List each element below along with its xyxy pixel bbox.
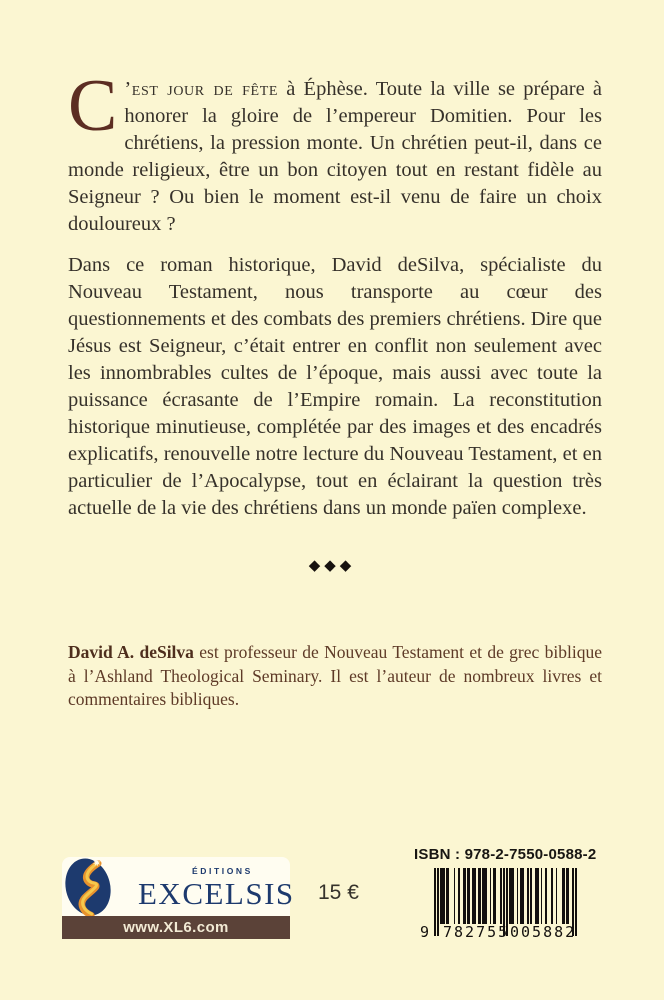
publisher-name: EXCELSIS xyxy=(138,876,295,911)
author-name: David A. deSilva xyxy=(68,642,194,662)
barcode-digits-left: 782755 xyxy=(443,923,510,941)
synopsis-paragraph-2: Dans ce roman historique, David deSilva, spécialiste du Nouveau Testament, nous transporte au cœur des questionnements et des combats des premiers chrétiens. Dire que Jésus est Seigneur, c’était entrer en conflit non seulement avec les innombrables cultes de l’époque, mais aussi avec toute la puissance écrasante de l’Empire romain. La reconstitution historique minutieuse, complétée par des images et des encadrés explicatifs, renouvelle notre lecture du Nouveau Testament, et en particulier de l’Apocalypse, tout en éclairant la question très actuelle de la vie des chrétiens dans un monde païen complexe. xyxy=(68,254,602,519)
lead-smallcaps-text: ’est jour de fête xyxy=(124,78,279,100)
diamond-ornament-icon: ◆◆◆ xyxy=(308,556,356,574)
website-bar xyxy=(62,916,290,939)
website-url: www.XL6.com xyxy=(123,919,229,936)
paragraph-1-text: à Éphèse. Toute la ville se prépare à honorer la gloire de l’empereur Domitien. Pour les chrétiens, la pression monte. Un chrétien peut-il, dans ce monde religieux, être un bon citoyen tout en restant fidèle au Seigneur ? Ou bien le moment est-il venu de faire un choix douloureux ? xyxy=(68,78,603,235)
barcode-digits-right: 005882 xyxy=(510,923,577,941)
author-bio xyxy=(68,641,602,712)
dropcap-letter: C xyxy=(68,65,118,147)
excelsis-logo-icon xyxy=(64,857,112,917)
author-bio-text: est professeur de Nouveau Testament et de grec biblique à l’Ashland Theological Seminary. Il est l’auteur de nombreux livres et commentaires bibliques. xyxy=(68,642,602,709)
isbn-label: ISBN : 978-2-7550-0588-2 xyxy=(414,846,597,863)
editions-label: ÉDITIONS xyxy=(192,866,253,876)
ean13-barcode xyxy=(420,868,580,946)
price-label: 15 € xyxy=(318,881,359,904)
synopsis xyxy=(68,65,603,522)
logo-ellipse xyxy=(64,857,112,917)
barcode-digit-first: 9 xyxy=(420,923,432,941)
synopsis-paragraph-1 xyxy=(68,65,603,238)
